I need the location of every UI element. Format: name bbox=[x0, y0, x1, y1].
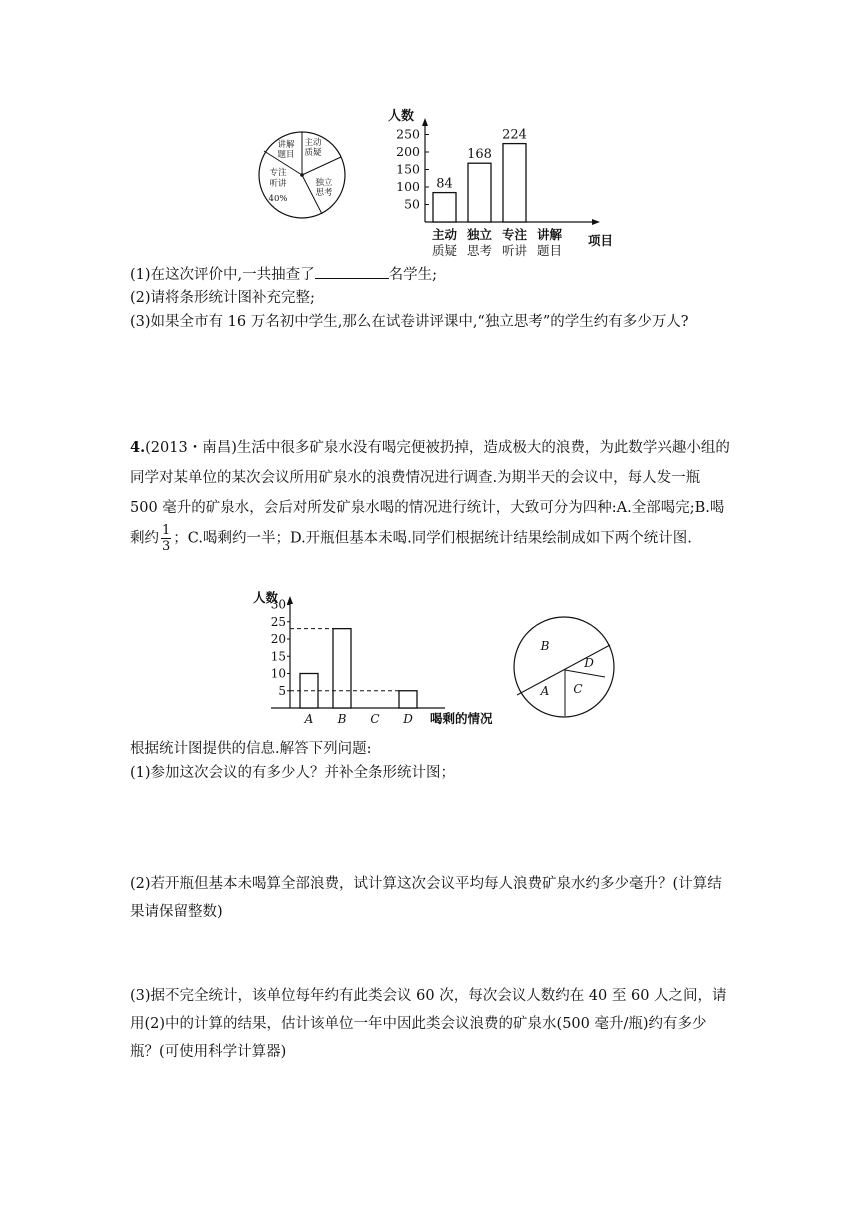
y-tick-label: 100 bbox=[396, 179, 420, 194]
y-axis-arrow bbox=[287, 596, 293, 604]
y-axis-title: 人数 bbox=[388, 109, 415, 124]
x-tick-label: B bbox=[337, 712, 347, 726]
bar bbox=[333, 629, 351, 708]
bar bbox=[503, 144, 526, 222]
pie-label: 听讲 bbox=[269, 179, 287, 189]
y-tick-label: 150 bbox=[396, 161, 420, 177]
x-axis-arrow bbox=[592, 219, 600, 225]
pie-label: 讲解 bbox=[277, 140, 295, 150]
q4-intro: 根据统计图提供的信息.解答下列问题: bbox=[130, 741, 372, 757]
q3-part1: (1)在这次评价中,一共抽查了 名学生; bbox=[130, 264, 437, 285]
q4-part2: (2)若开瓶但基本未喝算全部浪费，试计算这次会议平均每人浪费矿泉水约多少毫升？(计算结果请保留整数) bbox=[130, 876, 722, 920]
pie-label: 质疑 bbox=[304, 148, 322, 158]
fraction-one-third: $\frac{1}{3}$ bbox=[162, 523, 171, 554]
pie-label: D bbox=[584, 656, 594, 670]
q3-part3: (3)如果全市有 16 万名初中学生,那么在试卷讲评课中,“独立思考”的学生约有多少万人? bbox=[130, 314, 689, 330]
x-tick-label: 质疑 bbox=[431, 243, 458, 258]
pie-divider bbox=[517, 645, 610, 695]
x-tick-label: 思考 bbox=[466, 243, 493, 258]
x-axis-title: 项目 bbox=[588, 233, 614, 248]
y-tick-label: 5 bbox=[278, 683, 286, 698]
pie-label: 专注 bbox=[269, 168, 287, 178]
bar bbox=[300, 674, 318, 709]
x-axis-title: 喝剩的情况 bbox=[430, 711, 493, 726]
answer-blank[interactable] bbox=[315, 264, 389, 279]
x-tick-label: 独立 bbox=[466, 227, 493, 242]
bar bbox=[433, 193, 456, 222]
x-tick-label: 专注 bbox=[501, 227, 528, 242]
x-tick-label: 题目 bbox=[536, 243, 563, 258]
x-tick-label: 讲解 bbox=[536, 227, 563, 242]
q4-part1: (1)参加这次会议的有多少人？并补全条形统计图； bbox=[130, 765, 456, 781]
question-number: 4. bbox=[130, 439, 146, 456]
bar-value-label: 224 bbox=[502, 127, 527, 143]
pie-divider bbox=[302, 157, 341, 175]
x-tick-label: A bbox=[304, 712, 314, 726]
bar-chart-water bbox=[245, 588, 505, 728]
bar-value-label: 168 bbox=[467, 147, 492, 163]
x-tick-label: 听讲 bbox=[501, 243, 528, 258]
bar-chart-evaluation bbox=[370, 100, 614, 265]
pie-label: B bbox=[540, 639, 550, 653]
y-tick-label: 10 bbox=[270, 666, 286, 681]
pie-percent: 40% bbox=[268, 194, 288, 204]
bar bbox=[399, 691, 417, 708]
question-source: (2013・南昌) bbox=[145, 440, 237, 456]
y-tick-label: 20 bbox=[270, 632, 286, 646]
x-tick-label: D bbox=[403, 712, 413, 726]
pie-chart-water bbox=[505, 615, 625, 720]
pie-label: 思考 bbox=[315, 188, 333, 198]
bar bbox=[468, 163, 491, 222]
y-tick-label: 15 bbox=[270, 649, 286, 664]
y-tick-label: 50 bbox=[404, 196, 420, 212]
q4-part3: (3)据不完全统计，该单位每年约有此类会议 60 次，每次会议人数约在 40 至 60 人之间，请用(2)中的计算的结果，估计该单位一年中因此类会议浪费的矿泉水(500 毫升/瓶)约有多少瓶？(可使用科学计算器) bbox=[130, 988, 727, 1060]
x-tick-label: 主动 bbox=[431, 227, 458, 242]
pie-divider bbox=[565, 670, 605, 677]
y-tick-label: 200 bbox=[396, 144, 420, 159]
bar-value-label: 84 bbox=[436, 176, 453, 192]
pie-label: 题目 bbox=[277, 150, 295, 160]
pie-chart-evaluation bbox=[255, 125, 355, 225]
y-tick-label: 30 bbox=[270, 597, 286, 612]
pie-label: 主动 bbox=[304, 138, 322, 148]
y-tick-label: 25 bbox=[270, 614, 286, 629]
pie-label: A bbox=[540, 684, 550, 698]
pie-label: C bbox=[573, 682, 583, 696]
q3-part2: (2)请将条形统计图补充完整; bbox=[130, 290, 315, 306]
q4-stem: 4.(2013・南昌)生活中很多矿泉水没有喝完便被扔掉，造成极大的浪费，为此数学兴趣小组的同学对某单位的某次会议所用矿泉水的浪费情况进行调查.为期半天的会议中，每人发一瓶 500 毫升的矿泉水，会后对所发矿泉水喝的情况进行统计，大致可分为四种:A.全部喝完;B.喝剩约 $\frac{1}{3}$ ；C.喝剩约一半；D.开瓶但基本未喝.同学们根据统计结果绘制成如下两个统计图. bbox=[130, 439, 730, 554]
y-axis-arrow bbox=[422, 118, 428, 126]
y-axis-title: 人数 bbox=[253, 590, 279, 605]
y-tick-label: 250 bbox=[396, 126, 420, 142]
x-tick-label: C bbox=[370, 712, 380, 726]
pie-label: 独立 bbox=[315, 178, 333, 188]
